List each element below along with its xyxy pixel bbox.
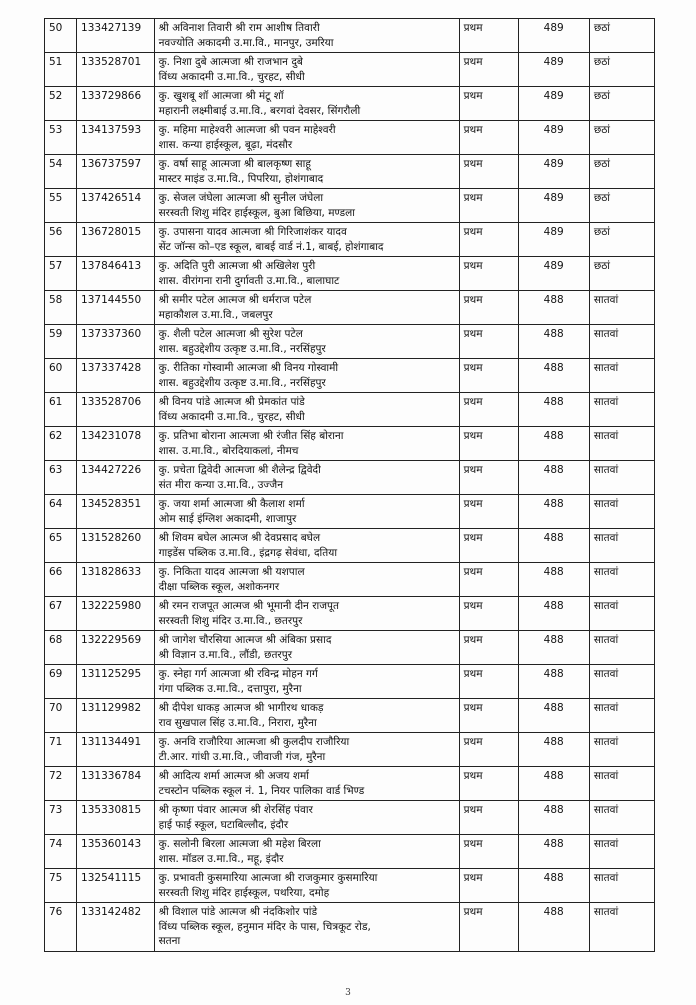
rank-cell: छठां [589,223,654,257]
serial-number-cell: 70 [45,699,77,733]
serial-number-cell: 62 [45,427,77,461]
roll-number-cell: 132541115 [77,869,155,903]
rank-cell: सातवां [589,427,654,461]
marks-cell: 488 [518,665,589,699]
rank-cell: सातवां [589,291,654,325]
serial-number-cell: 69 [45,665,77,699]
school-name: शास. वीरांगना रानी दुर्गावती उ.मा.वि., बालाघाट [158,274,340,287]
student-name: श्री आदित्य शर्मा आत्मज श्री अजय शर्मा [158,770,310,782]
division-cell: प्रथम [459,495,518,529]
roll-number-cell: 133729866 [77,87,155,121]
roll-number-cell: 135360143 [77,835,155,869]
roll-number-cell: 134137593 [77,121,155,155]
marks-cell: 489 [518,53,589,87]
serial-number-cell: 76 [45,903,77,952]
serial-number-cell: 61 [45,393,77,427]
rank-cell: सातवां [589,359,654,393]
roll-number-cell: 133427139 [77,19,155,53]
school-name: संत मीरा कन्या उ.मा.वि., उज्जैन [158,478,284,491]
marks-cell: 488 [518,461,589,495]
student-name: कु. अनवि राजौरिया आत्मजा श्री कुलदीप राजौरिया [158,736,350,748]
marks-cell: 488 [518,427,589,461]
roll-number-cell: 133528706 [77,393,155,427]
student-name: श्री कृष्णा पंवार आत्मज श्री शेरसिंह पंवार [158,804,313,816]
table-row [45,53,655,87]
marks-cell: 489 [518,87,589,121]
serial-number-cell: 51 [45,53,77,87]
rank-cell: सातवां [589,665,654,699]
table-row [45,87,655,121]
table-row [45,903,655,952]
rank-cell: सातवां [589,393,654,427]
serial-number-cell: 57 [45,257,77,291]
division-cell: प्रथम [459,359,518,393]
student-name-school-cell [154,801,459,835]
school-name: राव सुखपाल सिंह उ.मा.वि., निरारा, मुरैना [158,716,317,729]
roll-number-cell: 131129982 [77,699,155,733]
marks-cell: 488 [518,869,589,903]
marks-cell: 488 [518,529,589,563]
division-cell: प्रथम [459,53,518,87]
rank-cell: सातवां [589,869,654,903]
student-name: कु. स्नेहा गर्ग आत्मजा श्री रविन्द्र मोहन गर्ग [158,668,318,680]
table-row [45,189,655,223]
table-row [45,801,655,835]
roll-number-cell: 134528351 [77,495,155,529]
roll-number-cell: 136737597 [77,155,155,189]
marks-cell: 488 [518,699,589,733]
school-name: सरस्वती शिशु मंदिर उ.मा.वि., छतरपुर [158,614,303,627]
table-row [45,665,655,699]
rank-cell: छठां [589,53,654,87]
table-row [45,495,655,529]
table-row [45,291,655,325]
rank-cell: सातवां [589,903,654,952]
student-name: कु. महिमा माहेश्वरी आत्मजा श्री पवन माहेश्वरी [158,124,336,136]
division-cell: प्रथम [459,19,518,53]
school-name: टी.आर. गांधी उ.मा.वि., जीवाजी गंज, मुरैना [158,750,326,763]
division-cell: प्रथम [459,223,518,257]
school-name: मास्टर माइंड उ.मा.वि., पिपरिया, होशंगाबाद [158,172,324,185]
division-cell: प्रथम [459,801,518,835]
serial-number-cell: 55 [45,189,77,223]
student-name: कु. खुशबू शॉ आत्मजा श्री मंटू शॉ [158,90,284,102]
serial-number-cell: 54 [45,155,77,189]
student-name: श्री दीपेश धाकड़ आत्मज श्री भागीरथ धाकड़ [158,702,324,714]
serial-number-cell: 52 [45,87,77,121]
table-row [45,563,655,597]
marks-cell: 488 [518,801,589,835]
marks-cell: 488 [518,359,589,393]
student-name: कु. जया शर्मा आत्मजा श्री कैलाश शर्मा [158,498,305,510]
table-row [45,155,655,189]
serial-number-cell: 64 [45,495,77,529]
student-name-school-cell [154,767,459,801]
roll-number-cell: 133528701 [77,53,155,87]
student-name-school-cell [154,869,459,903]
table-row [45,223,655,257]
student-name-school-cell [154,53,459,87]
marks-cell: 489 [518,257,589,291]
table-row [45,461,655,495]
roll-number-cell: 131528260 [77,529,155,563]
student-name-school-cell [154,835,459,869]
roll-number-cell: 134231078 [77,427,155,461]
school-name: विंध्य अकादमी उ.मा.वि., चुरहट, सीधी [158,410,305,423]
marks-cell: 489 [518,19,589,53]
school-name: शास. कन्या हाईस्कूल, बूढ़ा, मंदसौर [158,138,293,151]
school-name: हाई फाई स्कूल, घटाबिल्लौद, इंदौर [158,818,289,831]
merit-list-body [45,19,655,952]
student-name-school-cell [154,597,459,631]
division-cell: प्रथम [459,563,518,597]
marks-cell: 489 [518,155,589,189]
division-cell: प्रथम [459,325,518,359]
division-cell: प्रथम [459,665,518,699]
student-name: कु. उपासना यादव आत्मजा श्री गिरिजाशंकर यादव [158,226,347,238]
student-name: कु. अदिति पुरी आत्मजा श्री अखिलेश पुरी [158,260,316,272]
school-name: महारानी लक्ष्मीबाई उ.मा.वि., बरगवां देवसर, सिंगरौली [158,104,361,117]
student-name-school-cell [154,495,459,529]
school-name: श्री विज्ञान उ.मा.वि., लौंडी, छतरपुर [158,648,292,661]
school-name: दीक्षा पब्लिक स्कूल, अशोकनगर [158,580,280,593]
serial-number-cell: 71 [45,733,77,767]
serial-number-cell: 65 [45,529,77,563]
student-name-school-cell [154,189,459,223]
student-name: श्री शिवम बघेल आत्मज श्री देवप्रसाद बघेल [158,532,321,544]
roll-number-cell: 132225980 [77,597,155,631]
roll-number-cell: 137337428 [77,359,155,393]
serial-number-cell: 59 [45,325,77,359]
serial-number-cell: 74 [45,835,77,869]
rank-cell: छठां [589,87,654,121]
student-name-school-cell [154,631,459,665]
student-name-school-cell [154,291,459,325]
serial-number-cell: 68 [45,631,77,665]
marks-cell: 488 [518,733,589,767]
school-name: ओम साई इंग्लिश अकादमी, शाजापुर [158,512,297,525]
rank-cell: सातवां [589,733,654,767]
table-row [45,359,655,393]
division-cell: प्रथम [459,257,518,291]
marks-cell: 489 [518,121,589,155]
rank-cell: सातवां [589,631,654,665]
roll-number-cell: 136728015 [77,223,155,257]
division-cell: प्रथम [459,597,518,631]
marks-cell: 488 [518,291,589,325]
division-cell: प्रथम [459,699,518,733]
division-cell: प्रथम [459,733,518,767]
rank-cell: सातवां [589,801,654,835]
school-name: टचस्टोन पब्लिक स्कूल नं. 1, नियर पालिका वार्ड भिण्ड [158,784,365,797]
roll-number-cell: 137144550 [77,291,155,325]
serial-number-cell: 50 [45,19,77,53]
marks-cell: 488 [518,903,589,952]
school-name: विंध्य अकादमी उ.मा.वि., चुरहट, सीधी [158,70,305,83]
student-name-school-cell [154,461,459,495]
table-row [45,393,655,427]
serial-number-cell: 58 [45,291,77,325]
serial-number-cell: 63 [45,461,77,495]
division-cell: प्रथम [459,189,518,223]
student-name: कु. सेजल जंघेला आत्मजा श्री सुनील जंघेला [158,192,324,204]
serial-number-cell: 53 [45,121,77,155]
table-row [45,699,655,733]
roll-number-cell: 135330815 [77,801,155,835]
student-name: कु. रीतिका गोस्वामी आत्मजा श्री विनय गोस्वामी [158,362,339,374]
roll-number-cell: 131134491 [77,733,155,767]
table-row [45,869,655,903]
school-name: सरस्वती शिशु मंदिर हाईस्कूल, बुआ बिछिया, मण्डला [158,206,355,219]
school-name: महाकौशल उ.मा.वि., जबलपुर [158,308,273,321]
student-name-school-cell [154,257,459,291]
serial-number-cell: 75 [45,869,77,903]
marks-cell: 488 [518,597,589,631]
serial-number-cell: 67 [45,597,77,631]
division-cell: प्रथम [459,427,518,461]
rank-cell: छठां [589,19,654,53]
student-name-school-cell [154,665,459,699]
school-name: विंध्य पब्लिक स्कूल, हनुमान मंदिर के पास, चित्रकूट रोड, [158,920,371,933]
page-number: 3 [345,988,351,998]
table-row [45,427,655,461]
rank-cell: छठां [589,155,654,189]
student-name: कु. निकिता यादव आत्मजा श्री यशपाल [158,566,305,578]
roll-number-cell: 132229569 [77,631,155,665]
division-cell: प्रथम [459,121,518,155]
marks-cell: 489 [518,223,589,257]
student-name-school-cell [154,393,459,427]
student-name: श्री विशाल पांडे आत्मज श्री नंदकिशोर पांडे [158,906,318,918]
school-name: शास. मॉडल उ.मा.वि., महू, इंदौर [158,852,284,865]
student-name-school-cell [154,427,459,461]
roll-number-cell: 131828633 [77,563,155,597]
marks-cell: 488 [518,325,589,359]
table-row [45,121,655,155]
school-name-continued: सतना [158,935,181,947]
rank-cell: छठां [589,257,654,291]
student-name: कु. निशा दुबे आत्मजा श्री राजभान दुबे [158,56,303,68]
student-name: कु. वर्षा साहू आत्मजा श्री बालकृष्ण साहू [158,158,311,170]
school-name: सरस्वती शिशु मंदिर हाईस्कूल, पथरिया, दमोह [158,886,330,899]
table-row [45,19,655,53]
marks-cell: 488 [518,393,589,427]
division-cell: प्रथम [459,903,518,952]
roll-number-cell: 137337360 [77,325,155,359]
rank-cell: सातवां [589,597,654,631]
student-name: श्री अविनाश तिवारी श्री राम आशीष तिवारी [158,22,320,34]
roll-number-cell: 137426514 [77,189,155,223]
rank-cell: सातवां [589,767,654,801]
school-name: शास. उ.मा.वि., बोरदियाकलां, नीमच [158,444,299,457]
student-name: कु. प्रचेता द्विवेदी आत्मजा श्री शैलेन्द्र द्विवेदी [158,464,321,476]
division-cell: प्रथम [459,291,518,325]
student-name: कु. सलोनी बिरला आत्मजा श्री महेश बिरला [158,838,321,850]
table-row [45,631,655,665]
rank-cell: सातवां [589,325,654,359]
serial-number-cell: 72 [45,767,77,801]
rank-cell: सातवां [589,835,654,869]
school-name: शास. बहुउद्देशीय उत्कृष्ट उ.मा.वि., नरसिंहपुर [158,342,326,355]
student-name-school-cell [154,325,459,359]
division-cell: प्रथम [459,461,518,495]
marks-cell: 488 [518,631,589,665]
rank-cell: सातवां [589,495,654,529]
roll-number-cell: 131125295 [77,665,155,699]
student-name-school-cell [154,87,459,121]
table-row [45,325,655,359]
marks-cell: 489 [518,189,589,223]
marks-cell: 488 [518,563,589,597]
school-name: नवज्योति अकादमी उ.मा.वि., मानपुर, उमरिया [158,36,334,49]
rank-cell: सातवां [589,529,654,563]
table-row [45,733,655,767]
school-name: शास. बहुउद्देशीय उत्कृष्ट उ.मा.वि., नरसिंहपुर [158,376,326,389]
serial-number-cell: 56 [45,223,77,257]
table-row [45,597,655,631]
student-name-school-cell [154,903,459,952]
table-row [45,257,655,291]
student-name: कु. शैली पटेल आत्मजा श्री सुरेश पटेल [158,328,303,340]
merit-list-table [44,18,655,952]
rank-cell: छठां [589,189,654,223]
division-cell: प्रथम [459,767,518,801]
student-name-school-cell [154,155,459,189]
rank-cell: सातवां [589,461,654,495]
serial-number-cell: 66 [45,563,77,597]
division-cell: प्रथम [459,835,518,869]
division-cell: प्रथम [459,393,518,427]
rank-cell: सातवां [589,563,654,597]
school-name: गंगा पब्लिक उ.मा.वि., दत्तापुरा, मुरैना [158,682,302,695]
school-name: गाइडेंस पब्लिक उ.मा.वि., इंद्रगढ़ सेवंधा, दतिया [158,546,338,559]
roll-number-cell: 134427226 [77,461,155,495]
roll-number-cell: 131336784 [77,767,155,801]
student-name-school-cell [154,529,459,563]
marks-cell: 488 [518,835,589,869]
marks-cell: 488 [518,495,589,529]
student-name-school-cell [154,733,459,767]
student-name-school-cell [154,359,459,393]
student-name: श्री समीर पटेल आत्मज श्री धर्मराज पटेल [158,294,312,306]
rank-cell: सातवां [589,699,654,733]
table-row [45,835,655,869]
division-cell: प्रथम [459,869,518,903]
division-cell: प्रथम [459,87,518,121]
division-cell: प्रथम [459,631,518,665]
division-cell: प्रथम [459,529,518,563]
serial-number-cell: 73 [45,801,77,835]
student-name-school-cell [154,699,459,733]
marks-cell: 488 [518,767,589,801]
school-name: सेंट जॉन्स को–एड स्कूल, बाबई वार्ड नं.1, बाबई, होशंगाबाद [158,240,384,253]
division-cell: प्रथम [459,155,518,189]
student-name: कु. प्रतिभा बोराना आत्मजा श्री रंजीत सिंह बोराना [158,430,344,442]
rank-cell: छठां [589,121,654,155]
student-name: कु. प्रभावती कुसमारिया आत्मजा श्री राजकुमार कुसमारिया [158,872,378,884]
roll-number-cell: 137846413 [77,257,155,291]
roll-number-cell: 133142482 [77,903,155,952]
student-name: श्री जागेश चौरसिया आत्मज श्री अंबिका प्रसाद [158,634,332,646]
student-name: श्री रमन राजपूत आत्मज श्री भूमानी दीन राजपूत [158,600,339,612]
student-name-school-cell [154,121,459,155]
student-name: श्री विनय पांडे आत्मज श्री प्रेमकांत पांडे [158,396,305,408]
table-row [45,529,655,563]
serial-number-cell: 60 [45,359,77,393]
student-name-school-cell [154,223,459,257]
student-name-school-cell [154,19,459,53]
table-row [45,767,655,801]
student-name-school-cell [154,563,459,597]
